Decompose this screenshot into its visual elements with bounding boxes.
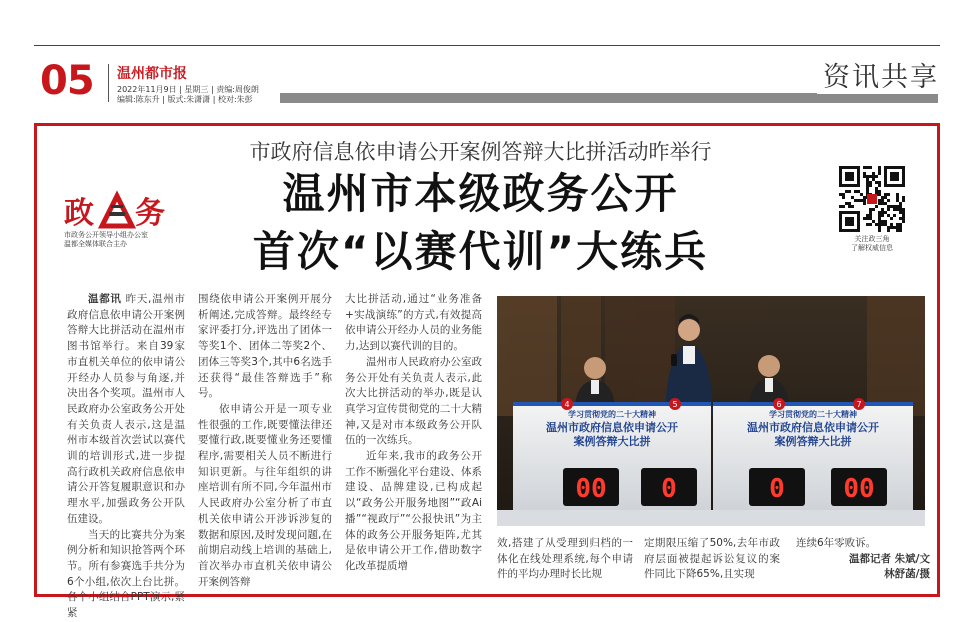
body-paragraph: 效,搭建了从受理到归档的一体化在线处理系统,每个申请件的平均办理时长比规 xyxy=(497,537,633,581)
article-subtitle: 市政府信息依申请公开案例答辩大比拼活动昨举行 xyxy=(249,140,712,164)
body-column-5 xyxy=(644,536,780,588)
body-paragraph-end: 连续6年零败诉。 xyxy=(796,537,877,549)
byline-block xyxy=(796,536,930,583)
headline-line-2: 首次“以赛代训”大练兵 xyxy=(252,227,709,276)
editor-meta: 编辑:陈东升 | 版式:朱潇潇 | 校对:朱彭 xyxy=(117,95,253,104)
qr-caption-2: 了解权威信息 xyxy=(851,244,893,252)
svg-text:00: 00 xyxy=(843,474,875,504)
qr-caption-1: 关注政三角 xyxy=(854,235,890,243)
svg-text:0: 0 xyxy=(661,474,677,504)
scoreboard-2 xyxy=(641,468,697,506)
logo-char-1: 政 xyxy=(64,196,94,231)
zheng-san-jiao-logo xyxy=(62,190,172,230)
svg-text:学习贯彻党的二十大精神: 学习贯彻党的二十大精神 xyxy=(769,410,857,419)
stage-floor xyxy=(497,510,925,526)
body-paragraph: 温都讯 昨天,温州市政府信息依申请公开案例答辩大比拼活动在温州市图书馆举行。来自39家市直机关单位的依申请公开经办人员参与角逐,并决出各个奖项。温州市人民政府办公室政务公开处有关负责人表示,这是温州市本级首次尝试以赛代训的培训形式,进一步提高行政机关政府信息依申请公开答复履职意识和办理水平,加强政务公开队伍建设。 xyxy=(67,293,185,525)
svg-text:0: 0 xyxy=(769,474,785,504)
issue-meta: 2022年11月9日 | 星期三 | 责编:周俊朗 xyxy=(117,85,259,94)
header-bar xyxy=(280,93,938,103)
body-column-2 xyxy=(198,292,332,586)
scoreboard-4 xyxy=(831,468,887,506)
byline-photographer: 林舒菡/摄 xyxy=(884,568,930,581)
svg-text:7: 7 xyxy=(856,400,862,409)
logo-char-2: 务 xyxy=(135,196,165,231)
svg-text:案例答辩大比拼: 案例答辩大比拼 xyxy=(573,435,651,448)
placard-5 xyxy=(669,398,681,410)
body-paragraph: 大比拼活动,通过“业务准备+实战演练”的方式,有效提高依申请公开经办人员的业务能力,达到以赛代训的目的。 xyxy=(345,293,482,353)
svg-text:5: 5 xyxy=(672,400,678,409)
svg-text:温州市政府信息依申请公开: 温州市政府信息依申请公开 xyxy=(546,421,678,434)
svg-text:温州市政府信息依申请公开: 温州市政府信息依申请公开 xyxy=(747,421,879,434)
body-column-4 xyxy=(497,536,633,588)
body-paragraph: 近年来,我市的政务公开工作不断强化平台建设、体系建设、品牌建设,已构成起以“政务公开服务地图”“政Ai播”“视政厅”“公报快讯”为主体的政务公开服务矩阵,尤其是依申请公开工作,借助数字化改革提质增 xyxy=(345,450,482,572)
placard-6 xyxy=(773,398,785,410)
placard-7 xyxy=(853,398,865,410)
body-column-1 xyxy=(67,292,185,620)
logo-triangle xyxy=(102,196,132,226)
dateline: 温都讯 xyxy=(88,293,122,305)
body-column-3 xyxy=(345,292,482,586)
logo-caption-2: 温都全媒体联合主办 xyxy=(64,240,127,248)
page-number: 05 xyxy=(40,58,94,104)
svg-text:案例答辩大比拼: 案例答辩大比拼 xyxy=(774,435,852,448)
scoreboard-3 xyxy=(749,468,805,506)
placard-4 xyxy=(561,398,573,410)
body-paragraph: 温州市人民政府办公室政务公开处有关负责人表示,此次大比拼活动的举办,既是认真学习宣传贯彻党的二十大精神,又是对市本级政务公开队伍的一次练兵。 xyxy=(345,355,482,447)
body-paragraph: 定期限压缩了50%,去年市政府层面被提起诉讼复议的案件同比下降65%,且实现 xyxy=(644,537,780,581)
svg-text:00: 00 xyxy=(575,474,607,504)
logo-caption-1: 市政务公开领导小组办公室 xyxy=(64,231,148,239)
headline-line-1: 温州市本级政务公开 xyxy=(282,169,679,218)
byline-reporter: 温都记者 朱斌/文 xyxy=(849,552,930,565)
photo-scene xyxy=(497,296,925,526)
body-paragraph: 围绕依申请公开案例开展分析阐述,完成答辩。最终经专家评委打分,评选出了团体一等奖1个、团体二等奖2个、团体三等奖3个,其中6名选手还获得“最佳答辩选手”称号。 xyxy=(198,293,332,400)
paper-name: 温州都市报 xyxy=(117,66,187,82)
top-rule xyxy=(34,45,940,46)
section-title: 资讯共享 xyxy=(817,55,939,94)
body-paragraph: 依申请公开是一项专业性很强的工作,既要懂法律还要懂行政,既要懂业务还要懂程序,需要相关人员不断进行知识更新。与往年组织的讲座培训有所不同,今年温州市人民政府办公室分析了市直机关依申请公开涉诉涉复的数据和原因,及时发现问题,在前期启动线上培训的基础上,首次举办市直机关依申请公开案例答辩 xyxy=(198,402,332,588)
svg-text:学习贯彻党的二十大精神: 学习贯彻党的二十大精神 xyxy=(568,410,656,419)
event-photo xyxy=(497,296,925,526)
scoreboard-1 xyxy=(563,468,619,506)
svg-text:6: 6 xyxy=(776,400,782,409)
svg-text:4: 4 xyxy=(564,400,570,409)
header-divider xyxy=(108,64,109,102)
qr-code[interactable] xyxy=(839,166,905,232)
body-paragraph: 当天的比赛共分为案例分析和知识抢答两个环节。所有参赛选手共分为6个小组,依次上台比拼。各个小组结合PPT演示,紧紧 xyxy=(67,528,185,620)
